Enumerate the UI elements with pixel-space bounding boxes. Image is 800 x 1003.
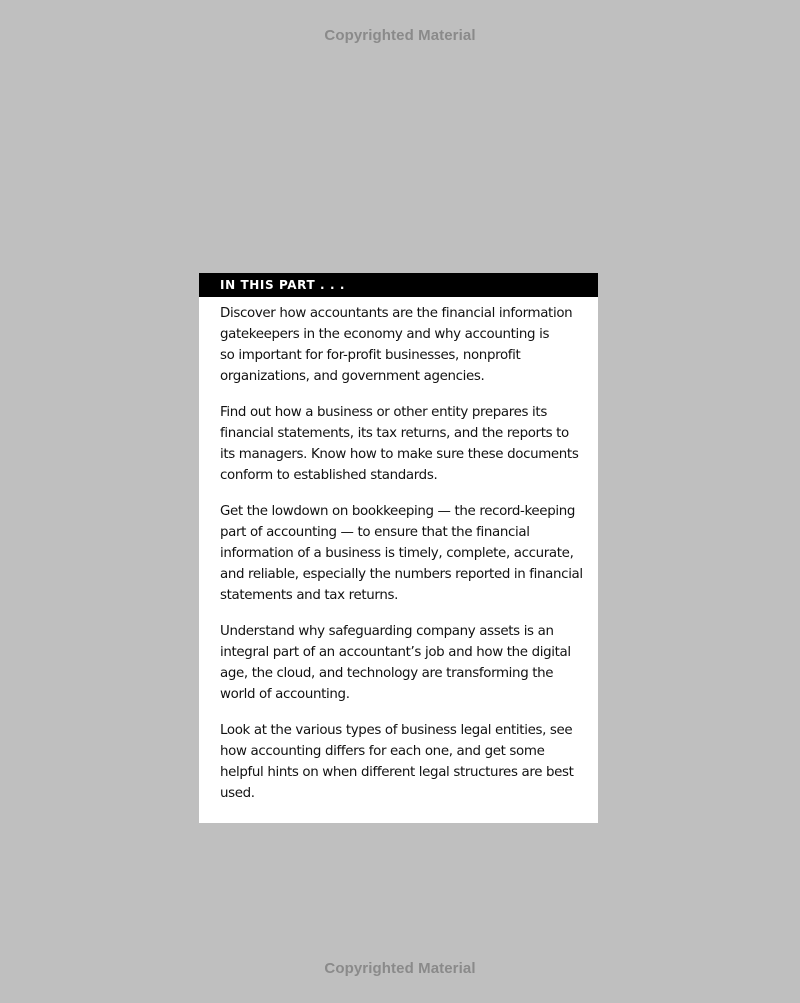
paragraph-line: Look at the various types of business legal entities, see (220, 723, 573, 738)
paragraph-line: integral part of an accountant’s job and how the digital (220, 645, 571, 660)
paragraph-line: and reliable, especially the numbers reported in financial (220, 567, 583, 582)
paragraph-lowdown (220, 501, 583, 606)
paragraph-line: Understand why safeguarding company assets is an (220, 624, 554, 639)
paragraph-line: its managers. Know how to make sure these documents (220, 447, 579, 462)
paragraph-line: used. (220, 786, 255, 801)
paragraph-line: helpful hints on when different legal structures are best (220, 765, 574, 780)
paragraph-line: statements and tax returns. (220, 588, 398, 603)
paragraph-look-at (220, 720, 580, 804)
paragraph-line: Get the lowdown on bookkeeping — the record-keeping (220, 504, 575, 519)
box-header: IN THIS PART . . . (199, 273, 598, 297)
paragraph-discover (220, 303, 580, 387)
in-this-part-box (199, 273, 598, 823)
paragraph-line: conform to established standards. (220, 468, 438, 483)
paragraph-understand (220, 621, 580, 705)
paragraph-line: age, the cloud, and technology are transforming the (220, 666, 554, 681)
paragraph-line: organizations, and government agencies. (220, 369, 485, 384)
paragraph-line: Discover how accountants are the financial information (220, 306, 573, 321)
paragraph-find-out (220, 402, 580, 486)
paragraph-line: Find out how a business or other entity prepares its (220, 405, 547, 420)
paragraph-line: financial statements, its tax returns, and the reports to (220, 426, 569, 441)
paragraph-line: part of accounting — to ensure that the financial (220, 525, 530, 540)
paragraph-line: gatekeepers in the economy and why accounting is (220, 327, 550, 342)
paragraph-line: how accounting differs for each one, and get some (220, 744, 545, 759)
paragraph-line: so important for for-profit businesses, nonprofit (220, 348, 521, 363)
paragraph-line: information of a business is timely, complete, accurate, (220, 546, 574, 561)
copyright-watermark-top: Copyrighted Material (324, 27, 476, 44)
copyright-watermark-bottom: Copyrighted Material (324, 960, 476, 977)
paragraph-line: world of accounting. (220, 687, 350, 702)
box-paragraphs (199, 297, 598, 804)
